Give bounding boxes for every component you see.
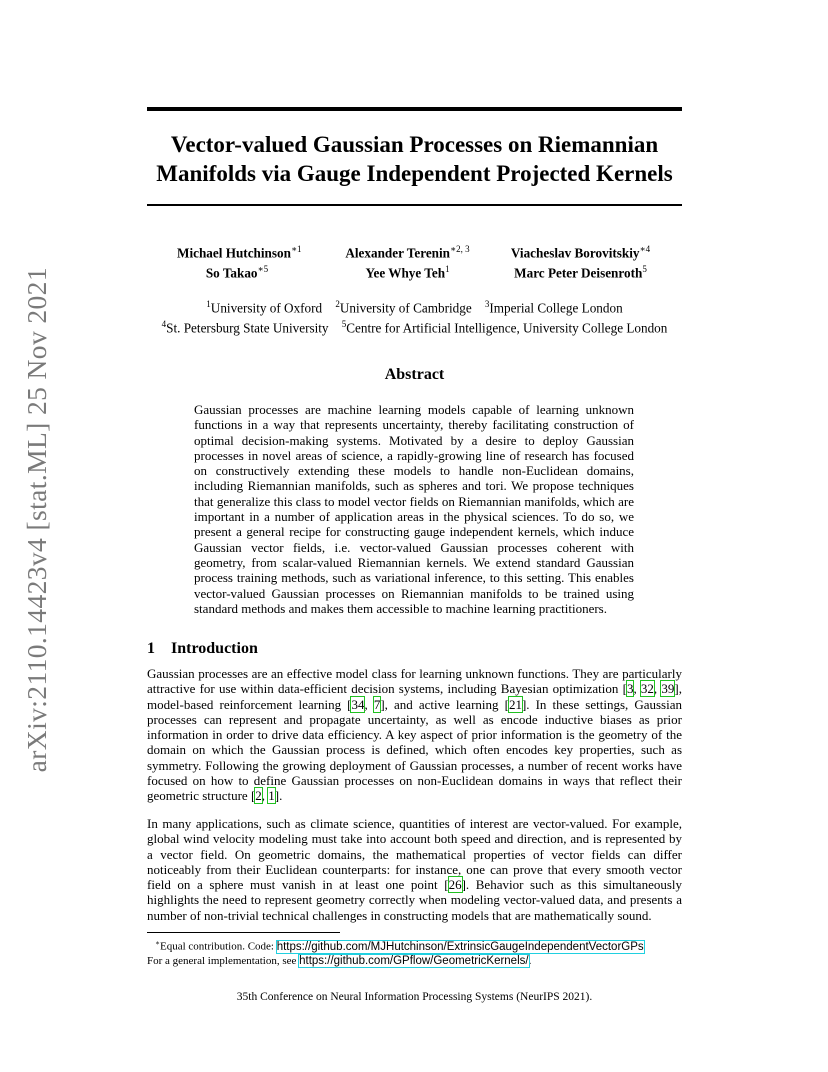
intro-paragraph-2: In many applications, such as climate science, quantities of interest are vector-valued. For example, global wind velocity modeling must take into account both speed and direction, and is represented by a vector field. On geometric domains, the mathematical properties of vector fields can differ noticeably from their Euclidean counterparts: for instance, one can prove that every smooth vector field on a sphere must vanish in at least one point [26]. Behavior such as this simultaneously highlights the need to represent geometry correctly when modeling vector-valued data, and presents a number of non-trivial technical challenges in constructing models that are mathematically sound. bbox=[147, 816, 683, 923]
code-repo-link[interactable]: https://github.com/MJHutchinson/ExtrinsicGaugeIndependentVectorGPs bbox=[276, 940, 644, 953]
intro-paragraph-1: Gaussian processes are an effective model class for learning unknown functions. They are particularly attractive for use within data-efficient decision systems, including Bayesian optimization [3, 32, 39], model-based reinforcement learning [34, 7], and active learning [21]. In these settings, Gaussian processes can represent and propagate uncertainty, as well as encode inductive biases as prior information in order to drive data efficiency. A key aspect of prior information is the geometry of the domain on which the Gaussian process is defined, which often encodes key properties, such as symmetry. Following the growing deployment of Gaussian processes, a number of recent works have focused on how to define Gaussian processes on non-Euclidean domains in ways that reflect their geometric structure [2, 1]. bbox=[147, 666, 682, 804]
affiliation-line-2: $^4$St. Petersburg State University $^5$Centre for Artificial Intelligence, University College London bbox=[161, 319, 668, 336]
affiliation-line-1: $^1$University of Oxford $^2$University of Cambridge $^3$Imperial College London bbox=[206, 299, 623, 316]
title-line-1: Vector-valued Gaussian Processes on Riemannian bbox=[170, 132, 659, 157]
venue-footer: 35th Conference on Neural Information Processing Systems (NeurIPS 2021). bbox=[236, 991, 593, 1003]
citation-link[interactable]: 3 bbox=[626, 681, 634, 697]
citation-link[interactable]: 32 bbox=[640, 681, 654, 697]
footnote-rule bbox=[147, 932, 340, 933]
section-title: Introduction bbox=[171, 640, 258, 657]
citation-link[interactable]: 21 bbox=[508, 696, 522, 712]
footnote-line-2: For a general implementation, see https://github.com/GPflow/GeometricKernels/. bbox=[147, 954, 532, 967]
section-heading bbox=[147, 640, 258, 658]
citation-link[interactable]: 7 bbox=[373, 696, 381, 712]
author-column-1 bbox=[177, 241, 302, 282]
footnote-line-1: ∗Equal contribution. Code: https://github.com/MJHutchinson/ExtrinsicGaugeIndependentVectorGPs bbox=[155, 939, 644, 953]
paper-title bbox=[147, 130, 682, 188]
author: Michael Hutchinson$^{∗1}$ bbox=[177, 244, 302, 261]
arxiv-id-text: arXiv:2110.14423v4 [stat.ML] 25 Nov 2021 bbox=[21, 267, 52, 773]
author: Alexander Terenin$^{∗2, 3}$ bbox=[345, 244, 470, 261]
author: Yee Whye Teh$^1$ bbox=[365, 264, 450, 281]
arxiv-identifier bbox=[11, 267, 63, 773]
author: Viacheslav Borovitskiy$^{∗4}$ bbox=[510, 244, 651, 261]
abstract-body: Gaussian processes are machine learning models capable of learning unknown functions in a way that represents uncertainty, thereby facilitating construction of optimal decision-making systems. Motivated by a desire to deploy Gaussian processes in novel areas of science, a rapidly-growing line of research has focused on constructively extending these models to handle non-Euclidean domains, including Riemannian manifolds, such as spheres and tori. We propose techniques that generalize this class to model vector fields on Riemannian manifolds, which are important in a number of application areas in the physical sciences. To do so, we present a general recipe for constructing gauge independent kernels, which induce Gaussian vector fields, i.e. vector-valued Gaussian processes coherent with geometry, from scalar-valued Riemannian kernels. We extend standard Gaussian process training methods, such as variational inference, to this setting. This enables vector-valued Gaussian processes on Riemannian manifolds to be trained using standard methods and makes them accessible to machine learning practitioners. bbox=[194, 402, 634, 616]
citation-link[interactable]: 39 bbox=[661, 681, 675, 697]
citation-link[interactable]: 34 bbox=[351, 696, 365, 712]
section-number: 1 bbox=[147, 640, 155, 657]
abstract-heading: Abstract bbox=[384, 366, 445, 383]
title-line-2: Manifolds via Gauge Independent Projected Kernels bbox=[156, 161, 673, 186]
title-bottom-rule bbox=[147, 204, 682, 206]
author: Marc Peter Deisenroth$^5$ bbox=[514, 264, 647, 281]
footnote bbox=[147, 936, 707, 968]
affiliations bbox=[147, 296, 682, 337]
citation-link[interactable]: 26 bbox=[448, 877, 462, 893]
citation-link[interactable]: 1 bbox=[268, 788, 275, 804]
title-top-rule bbox=[147, 107, 682, 111]
author-column-3 bbox=[508, 241, 653, 282]
author: So Takao$^{∗5}$ bbox=[205, 264, 269, 281]
citation-link[interactable]: 2 bbox=[255, 788, 262, 804]
author-column-2 bbox=[340, 241, 475, 282]
implementation-link[interactable]: https://github.com/GPflow/GeometricKernels/ bbox=[299, 954, 529, 967]
